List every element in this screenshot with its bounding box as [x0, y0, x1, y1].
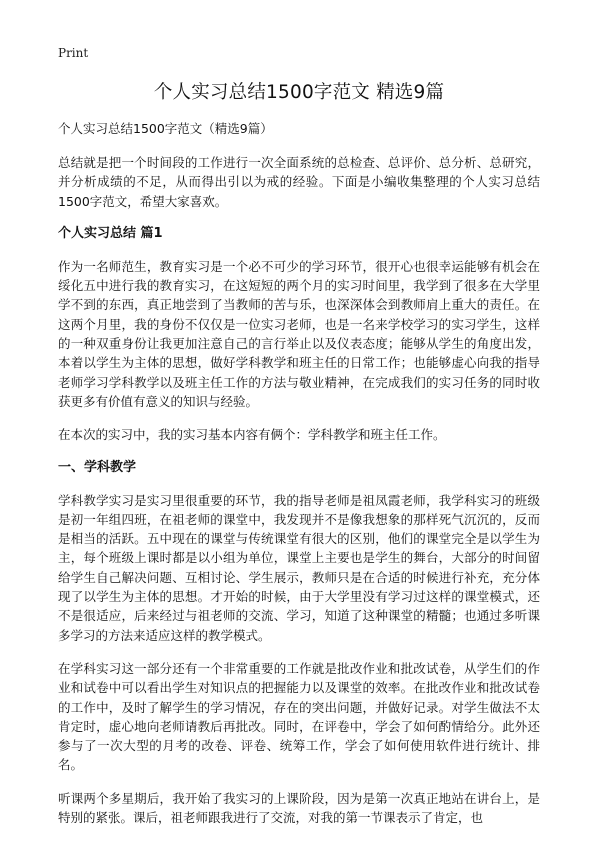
intro-paragraph: 总结就是把一个时间段的工作进行一次全面系统的总检查、总评价、总分析、总研究，并分析成绩的不足，从而得出引以为戒的经验。下面是小编收集整理的个人实习总结1500字范文，希望大家喜欢。 — [58, 155, 540, 209]
document-body — [58, 120, 540, 841]
body-paragraph: 听课两个多星期后，我开始了我实习的上课阶段，因为是第一次真正地站在讲台上，是特别的紧张。课后，祖老师跟我进行了交流，对我的第一节课表示了肯定，也 — [58, 790, 540, 826]
body-paragraph: 在本次的实习中，我的实习基本内容有俩个：学科教学和班主任工作。 — [58, 427, 446, 443]
document-subtitle: 个人实习总结1500字范文（精选9篇） — [58, 121, 273, 136]
page-title: 个人实习总结1500字范文 精选9篇 — [153, 82, 445, 103]
section-heading: 个人实习总结 篇1 — [58, 225, 163, 241]
print-label[interactable]: Print — [58, 46, 89, 60]
body-paragraph: 学科教学实习是实习里很重要的环节，我的指导老师是祖凤霞老师，我学科实习的班级是初一年组四班，在祖老师的课堂中，我发现并不是像我想象的那样死气沉沉的，反而是相当的活跃。五中现在的课堂与传统课堂有很大的区别，他们的课堂完全是以学生为主，每个班级上课时都是以小组为单位，课堂上主要也是学生的舞台，大部分的时间留给学生自己解决问题、互相讨论、学生展示，教师只是在合适的时候进行补充，充分体现了以学生为主体的思想。才开始的时候，由于大学里没有学习过这样的课堂模式，还不是很适应，后来经过与祖老师的交流、学习，知道了这种课堂的精髓；也通过多听课多学习的方法来适应这样的教学模式。 — [58, 492, 540, 643]
body-paragraph: 在学科实习这一部分还有一个非常重要的工作就是批改作业和批改试卷，从学生们的作业和试卷中可以看出学生对知识点的把握能力以及课堂的效率。在批改作业和批改试卷的工作中，及时了解学生的学习情况，存在的突出问题，并做好记录。对学生做法不太肯定时，虚心地向老师请教后再批改。同时，在评卷中，学会了如何酌情给分。此外还参与了一次大型的月考的改卷、评卷、统筹工作，学会了如何使用软件进行统计、排名。 — [58, 660, 540, 773]
body-paragraph: 作为一名师范生，教育实习是一个必不可少的学习环节，很开心也很幸运能够有机会在绥化五中进行我的教育实习，在这短短的两个月的实习时间里，我学到了很多在大学里学不到的东西，真正地尝到了当教师的苦与乐，也深深体会到教师肩上重大的责任。在这两个月里，我的身份不仅仅是一位实习老师，也是一名来学校学习的实习学生，这样的一种双重身份让我更加注意自己的言行举止以及仪表态度；能够从学生的角度出发，本着以学生为主体的思想，做好学科教学和班主任的日常工作；也能够虚心向我的指导老师学习学科教学以及班主任工作的方法与敬业精神，在完成我们的实习任务的同时收获更多有价值有意义的知识与经验。 — [58, 258, 540, 409]
subsection-heading: 一、学科教学 — [58, 459, 137, 475]
